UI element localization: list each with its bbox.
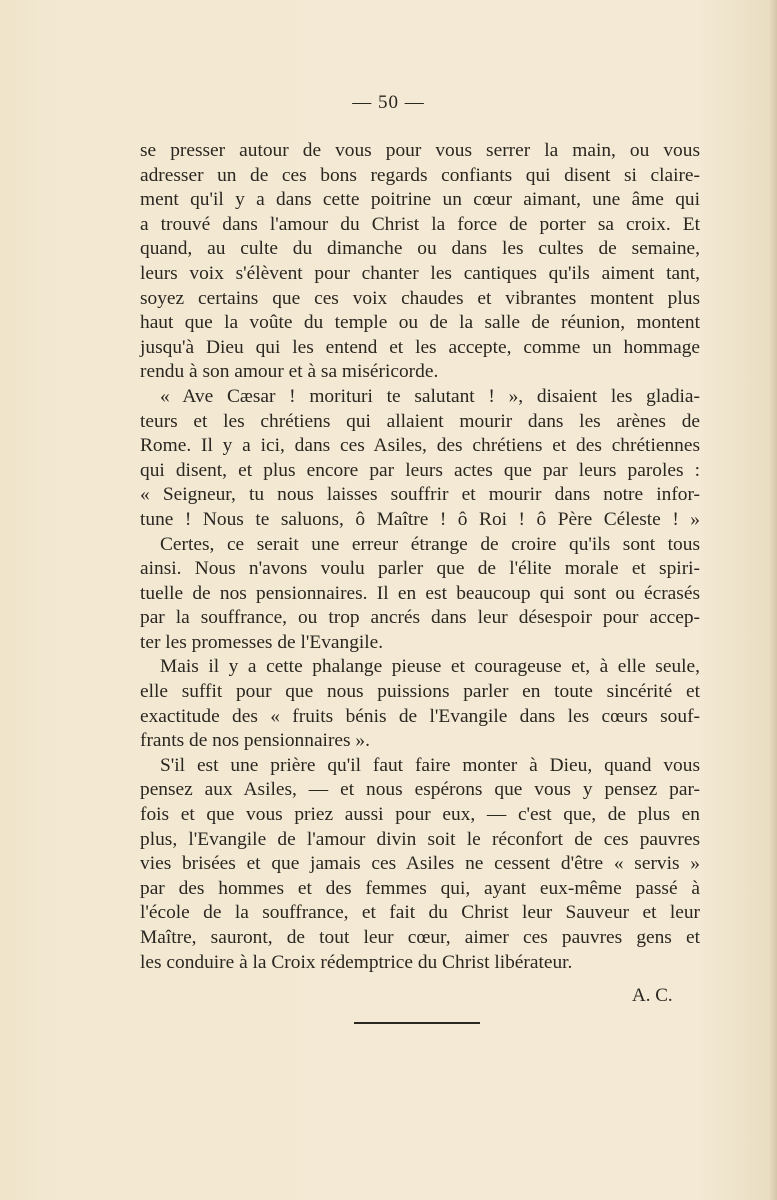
text-line: ter les promesses de l'Evangile. [140,631,384,653]
text-line: Rome. Il y a ici, dans ces Asiles, des chrétiens et des chrétiennes [140,435,700,457]
text-line: frants de nos pensionnaires ». [140,730,370,752]
text-line: tuelle de nos pensionnaires. Il en est beaucoup qui sont ou écrasés [140,582,700,604]
text-line: par des hommes et des femmes qui, ayant eux-même passé à [140,877,700,899]
text-line: elle suffit pour que nous puissions parler en toute sincérité et [140,681,700,703]
text-line: a trouvé dans l'amour du Christ la force de porter sa croix. Et [140,213,700,235]
text-line: fois et que vous priez aussi pour eux, — c'est que, de plus en [140,804,700,826]
author-signature: A. C. [632,985,673,1006]
text-line: Maître, sauront, de tout leur cœur, aimer ces pauvres gens et [140,927,700,948]
text-line: qui disent, et plus encore par leurs actes que par leurs paroles : [140,459,700,481]
page-number: — 50 — [352,92,425,113]
page-edge-shadow [769,0,777,1200]
text-line: soyez certains que ces voix chaudes et vibrantes montent plus [140,287,700,309]
text-line: tune ! Nous te saluons, ô Maître ! ô Roi ! ô Père Céleste ! » [140,508,700,530]
text-line: pensez aux Asiles, — et nous espérons que vous y pensez par- [140,779,700,801]
text-line: « Ave Cæsar ! morituri te salutant ! », disaient les gladia- [160,385,700,407]
text-line: ainsi. Nous n'avons voulu parler que de l'élite morale et spiri- [140,558,700,580]
text-line: teurs et les chrétiens qui allaient mourir dans les arènes de [140,410,700,432]
text-line: S'il est une prière qu'il faut faire monter à Dieu, quand vous [160,754,700,776]
body-text [140,139,700,975]
text-line: Mais il y a cette phalange pieuse et courageuse et, à elle seule, [160,656,700,678]
text-line: « Seigneur, tu nous laisses souffrir et mourir dans notre infor- [140,484,700,506]
text-line: l'école de la souffrance, et fait du Christ leur Sauveur et leur [140,902,700,924]
text-line: Certes, ce serait une erreur étrange de croire qu'ils sont tous [160,533,700,555]
text-line: rendu à son amour et à sa miséricorde. [140,361,439,383]
text-line: se presser autour de vous pour vous serrer la main, ou vous [140,140,700,161]
closing-rule [354,1022,480,1024]
text-line: les conduire à la Croix rédemptrice du Christ libérateur. [140,951,573,973]
text-line: quand, au culte du dimanche ou dans les cultes de semaine, [140,238,700,260]
text-line: vies brisées et que jamais ces Asiles ne cessent d'être « servis » [140,853,700,875]
text-line: par la souffrance, ou trop ancrés dans leur désespoir pour accep- [140,607,700,629]
text-line: leurs voix s'élèvent pour chanter les cantiques qu'ils aiment tant, [140,262,700,284]
text-line: haut que la voûte du temple ou de la salle de réunion, montent [140,312,700,334]
text-line: jusqu'à Dieu qui les entend et les accepte, comme un hommage [140,336,700,358]
text-line: adresser un de ces bons regards confiants qui disent si claire- [140,164,700,186]
text-line: exactitude des « fruits bénis de l'Evangile dans les cœurs souf- [140,705,700,727]
text-line: plus, l'Evangile de l'amour divin soit le réconfort de ces pauvres [140,828,700,850]
text-line: ment qu'il y a dans cette poitrine un cœur aimant, une âme qui [140,189,700,211]
